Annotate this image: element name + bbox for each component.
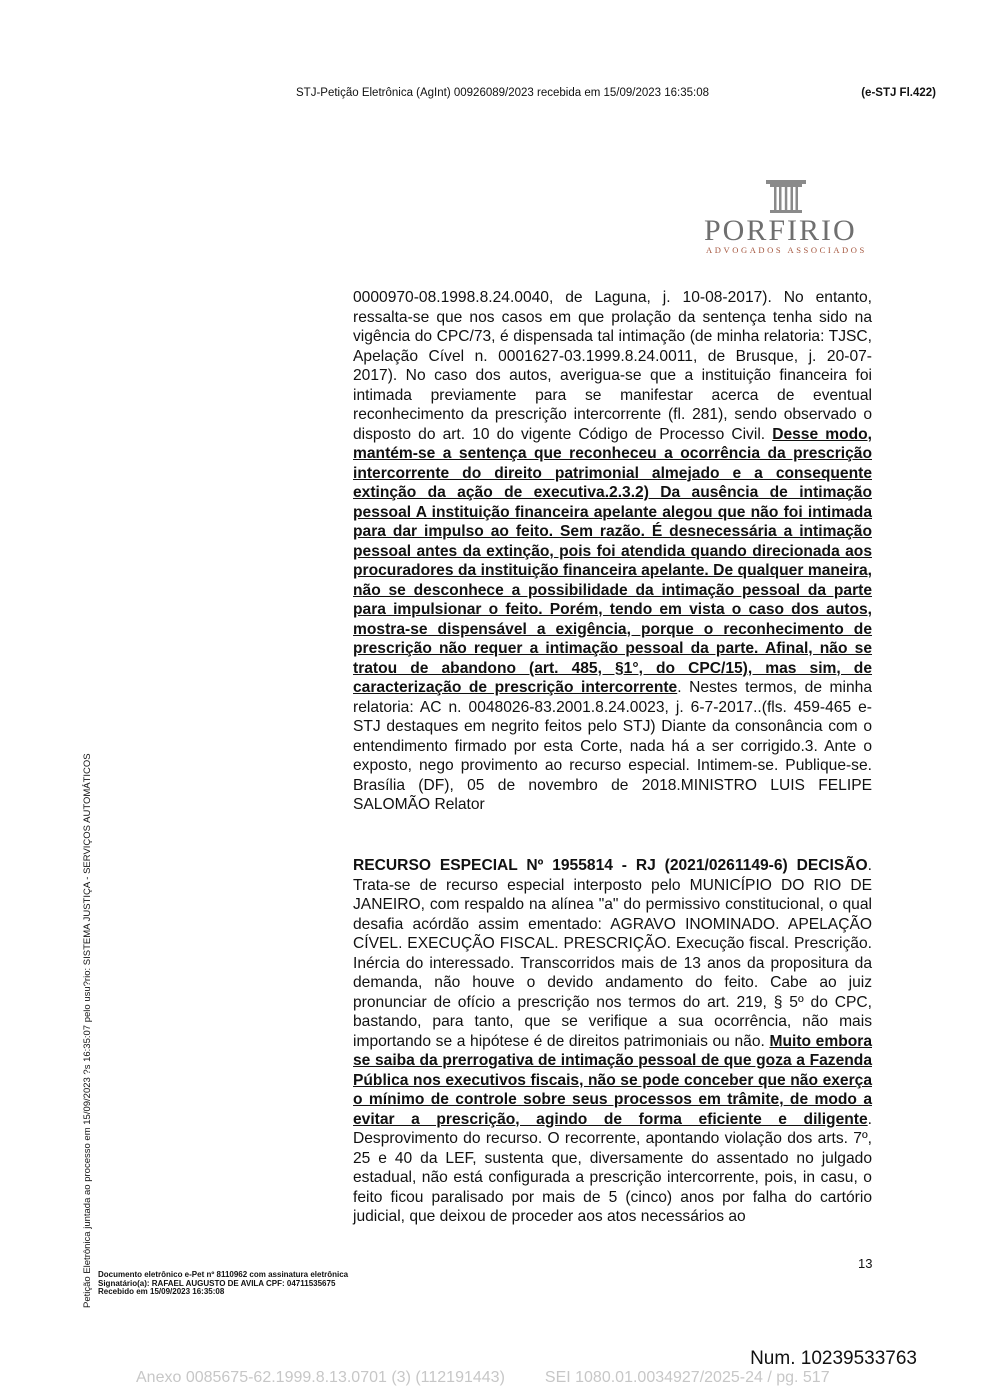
signature-block <box>98 1271 348 1297</box>
para2-text-b: . Desprovimento do recurso. O recorrente, apontando violação dos arts. 7º, 25 e 40 da LEF, sustenta que, diversamente do assentado no julgado estadual, não está configurada a prescrição intercorrente, pois, in casu, o feito ficou paralisado por mais de 5 (cinco) anos por falha do cartório judicial, que deixou de proceder aos atos necessários ao <box>353 1110 872 1225</box>
page-header <box>296 87 936 103</box>
header-text: STJ-Petição Eletrônica (AgInt) 00926089/2023 recebida em 15/09/2023 16:35:08 <box>296 87 710 99</box>
body-paragraph-1 <box>353 288 872 815</box>
para1-text-b: . Nestes termos, de minha relatoria: AC n. 0048026-83.2001.8.24.0023, j. 6-7-2017..(fls. 459-465 e-STJ destaques em negrito feitos pelo STJ) Diante da consonância com o entendimento firmado por esta Corte, nada há a ser corrigido.3. Ante o exposto, nego provimento ao recurso especial. Intimem-se. Publique-se. Brasília (DF), 05 de novembro de 2018.MINISTRO LUIS FELIPE SALOMÃO Relator <box>353 679 872 813</box>
pillar-icon <box>764 178 808 214</box>
document-number: Num. 10239533763 <box>750 1348 917 1369</box>
logo-tagline: ADVOGADOS ASSOCIADOS <box>706 245 867 255</box>
side-note: Petição Eletrônica juntada ao processo em 15/09/2023 ?s 16:35:07 pelo usu?rio: SISTEMA JUSTIÇA - SERVIÇOS AUTOMÁTICOS <box>82 753 93 1308</box>
firm-logo <box>700 178 880 258</box>
para2-emphasis: Muito embora se saiba da prerrogativa de intimação pessoal de que goza a Fazenda Pública nos executivos fiscais, não se pode conceber que não exerça o mínimo de controle sobre seus processos em trâmite, de modo a evitar a prescrição, agindo de forma eficiente e diligente <box>353 1032 872 1128</box>
signature-line-1: Documento eletrônico e-Pet nº 8110962 com assinatura eletrônica <box>98 1270 349 1279</box>
logo-name: PORFIRIO <box>704 214 857 247</box>
signature-line-3: Recebido em 15/09/2023 16:35:08 <box>98 1287 225 1297</box>
para2-text-a: . Trata-se de recurso especial interposto pelo MUNICÍPIO DO RIO DE JANEIRO, com respaldo na alínea "a" do permissivo constitucional, o qual desafia acórdão assim ementado: AGRAVO INOMINADO. APELAÇÃO CÍVEL. EXECUÇÃO FISCAL. PRESCRIÇÃO. Execução fiscal. Prescrição. Inércia do interessado. Transcorridos mais de 13 anos da propositura da demanda, não houve o devido andamento do feito. Cabe ao juiz pronunciar de ofício a prescrição nos termos do art. 219, § 5º do CPC, bastando, para tanto, que se verifique a sua ocorrência, não mais importando se a hipótese é de direitos patrimoniais ou não. <box>353 857 872 1050</box>
signature-line-2: Signatário(a): RAFAEL AUGUSTO DE AVILA CPF: 04711535675 <box>98 1278 336 1288</box>
annex-footer: Anexo 0085675-62.1999.8.13.0701 (3) (112191443) SEI 1080.01.0034927/2025-24 / pg. 517 <box>136 1369 830 1386</box>
body-paragraph-2 <box>353 856 872 1227</box>
page-number: 13 <box>858 1256 873 1271</box>
para2-case-title: RECURSO ESPECIAL Nº 1955814 - RJ (2021/0261149-6) DECISÃO <box>353 857 868 874</box>
para1-emphasis: Desse modo, mantém-se a sentença que reconheceu a ocorrência da prescrição intercorrente do direito patrimonial almejado e a consequente extinção da ação de executiva.2.3.2) Da ausência de intimação pessoal A instituição financeira apelante alegou que não foi intimada para dar impulso ao feito. Sem razão. É desnecessária a intimação pessoal antes da extinção, pois foi atendida quando direcionada aos procuradores da instituição financeira apelante. De qualquer maneira, não se desconhece a possibilidade da intimação pessoal da parte para impulsionar o feito. Porém, tendo em vista o caso dos autos, mostra-se dispensável a exigência, porque o reconhecimento de prescrição não requer a intimação pessoal da parte. Afinal, não se tratou de abandono (art. 485, §1°, do CPC/15), mas sim, de caracterização de prescrição intercorrente <box>353 425 872 696</box>
para1-text-a: 0000970-08.1998.8.24.0040, de Laguna, j. 10-08-2017). No entanto, ressalta-se que nos casos em que prolação da sentença tenha sido na vigência do CPC/73, é dispensada tal intimação (de minha relatoria: TJSC, Apelação Cível n. 0001627-03.1999.8.24.0011, de Brusque, j. 20-07-2017). No caso dos autos, averigua-se que a instituição financeira foi intimada previamente para se manifestar acerca de eventual reconhecimento da prescrição intercorrente (fl. 281), sendo observado o disposto do art. 10 do vigente Código de Processo Civil. <box>353 289 872 443</box>
header-ref: (e-STJ Fl.422) <box>861 87 936 99</box>
